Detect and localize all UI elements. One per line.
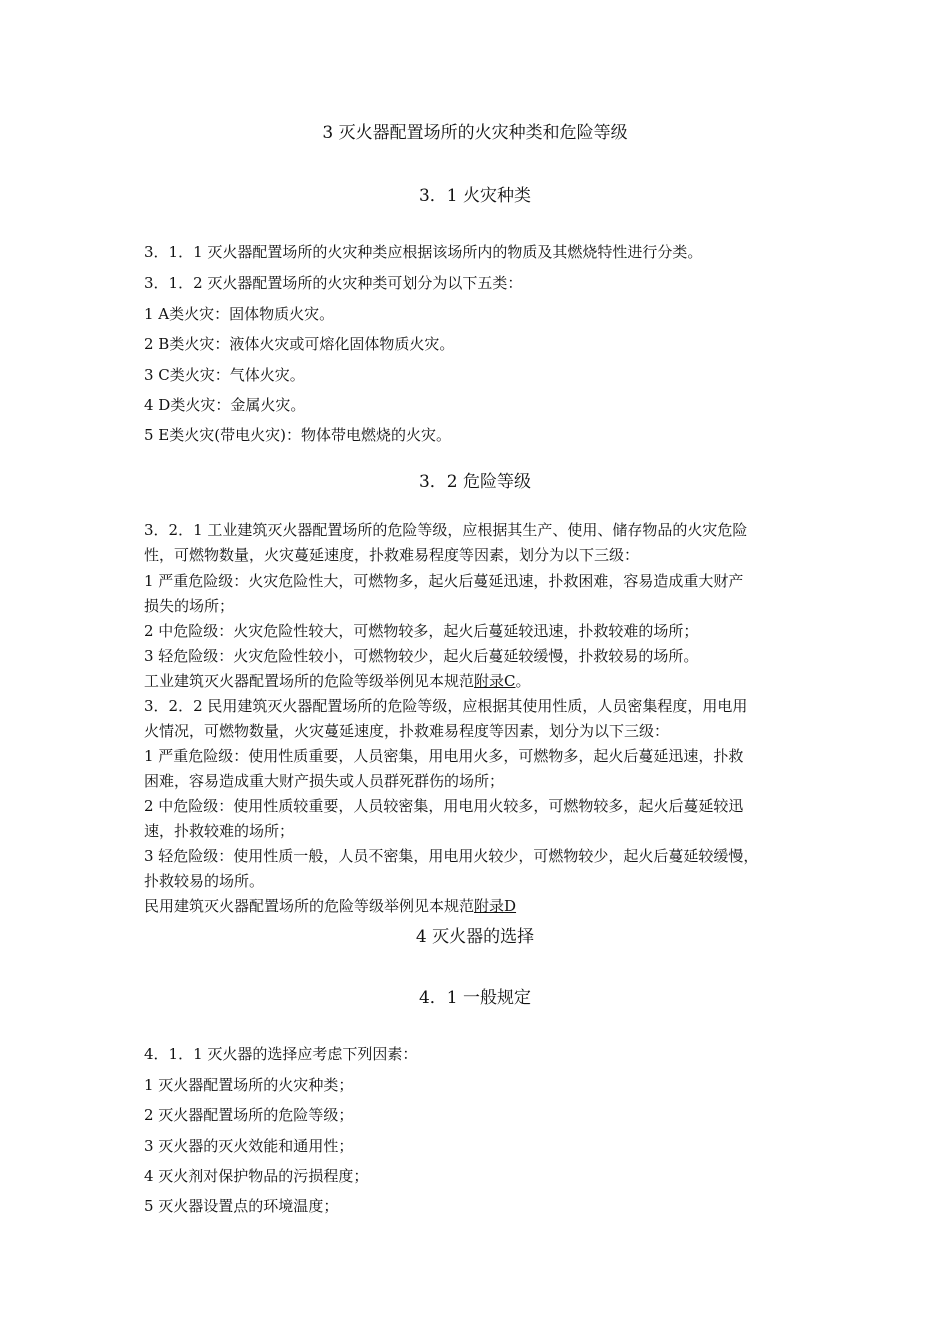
fire-class-item: 1 A类火灾：固体物质火灾。 [144,305,335,323]
appendix-c-link[interactable]: 附录C [474,672,516,690]
civil-reference-text: 民用建筑灭火器配置场所的危险等级举例见本规范 [144,897,475,915]
industrial-level-3: 3 轻危险级：火灾危险性较小，可燃物较少，起火后蔓延较缓慢，扑救较易的场所。 [144,647,699,665]
industrial-level-1-line1: 1 严重危险级：火灾危险性大，可燃物多，起火后蔓延迅速，扑救困难，容易造成重大财产 [144,572,744,590]
civil-level-3-line2: 扑救较易的场所。 [144,872,265,890]
civil-level-1-line1: 1 严重危险级：使用性质重要，人员密集，用电用火多，可燃物多，起火后蔓延迅速，扑救 [144,747,744,765]
fire-class-item: 4 D类火灾：金属火灾。 [144,396,306,414]
fire-class-item: 2 B类火灾：液体火灾或可熔化固体物质火灾。 [144,335,455,353]
industrial-level-2: 2 中危险级：火灾危险性较大，可燃物较多，起火后蔓延较迅速，扑救较难的场所； [144,622,699,640]
industrial-reference [144,670,531,692]
section-3-2-title: 3．2 危险等级 [418,472,532,492]
appendix-d-link[interactable]: 附录D [474,897,517,915]
selection-factor-item: 3 灭火器的灭火效能和通用性； [144,1137,354,1155]
selection-factor-item: 5 灭火器设置点的环境温度； [144,1197,339,1215]
fire-class-item: 5 E类火灾(带电火灾)：物体带电燃烧的火灾。 [144,426,451,444]
section-4-1-title: 4．1 一般规定 [418,988,532,1008]
selection-factor-item: 1 灭火器配置场所的火灾种类； [144,1076,354,1094]
fire-class-item: 3 C类火灾：气体火灾。 [144,366,305,384]
clause-3-2-1-line2: 性，可燃物数量，火灾蔓延速度，扑救难易程度等因素，划分为以下三级： [144,546,640,564]
selection-factor-item: 4 灭火剂对保护物品的污损程度； [144,1167,369,1185]
civil-level-2-line2: 速，扑救较难的场所； [144,822,295,840]
civil-level-2-line1: 2 中危险级：使用性质较重要，人员较密集，用电用火较多，可燃物较多，起火后蔓延较迅 [144,797,744,815]
chapter-3-title: 3 灭火器配置场所的火灾种类和危险等级 [322,123,628,143]
clause-3-2-2-line1: 3．2．2 民用建筑灭火器配置场所的危险等级，应根据其使用性质，人员密集程度，用电用 [144,697,748,715]
clause-3-2-1-line1: 3．2．1 工业建筑灭火器配置场所的危险等级，应根据其生产、使用、储存物品的火灾危险 [144,521,748,539]
civil-level-3-line1: 3 轻危险级：使用性质一般，人员不密集，用电用火较少，可燃物较少，起火后蔓延较缓慢， [144,847,759,865]
industrial-reference-end: 。 [515,672,531,690]
clause-3-2-2-line2: 火情况，可燃物数量，火灾蔓延速度，扑救难易程度等因素，划分为以下三级： [144,722,670,740]
industrial-level-1-line2: 损失的场所； [144,597,235,615]
civil-level-1-line2: 困难，容易造成重大财产损失或人员群死群伤的场所； [144,772,505,790]
civil-reference [144,895,516,917]
clause-4-1-1: 4．1．1 灭火器的选择应考虑下列因素： [144,1045,418,1063]
section-3-1-title: 3．1 火灾种类 [418,186,532,206]
clause-3-1-1: 3．1．1 灭火器配置场所的火灾种类应根据该场所内的物质及其燃烧特性进行分类。 [144,243,703,261]
selection-factor-item: 2 灭火器配置场所的危险等级； [144,1106,354,1124]
industrial-reference-text: 工业建筑灭火器配置场所的危险等级举例见本规范 [144,672,475,690]
chapter-4-title: 4 灭火器的选择 [415,927,535,947]
clause-3-1-2: 3．1．2 灭火器配置场所的火灾种类可划分为以下五类： [144,274,523,292]
